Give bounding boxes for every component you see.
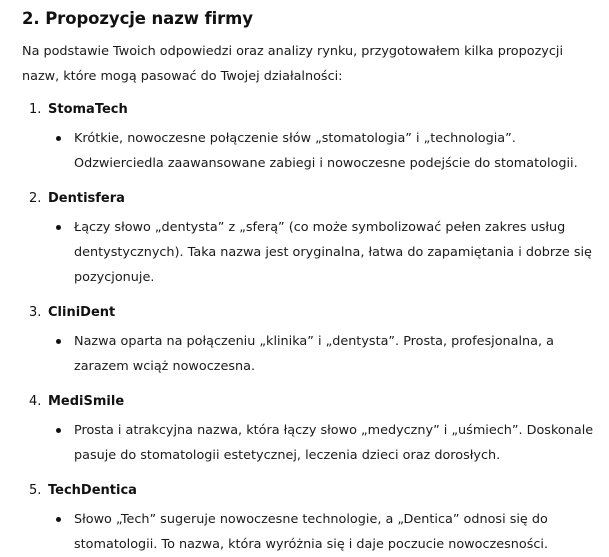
proposal-item xyxy=(22,97,599,176)
proposal-description-item xyxy=(74,126,599,176)
proposal-name: CliniDent xyxy=(48,305,116,320)
section-title: 2. Propozycje nazw firmy xyxy=(22,9,253,28)
proposal-description-item xyxy=(74,418,599,468)
proposal-heading xyxy=(29,478,599,504)
proposal-name: TechDentica xyxy=(48,483,137,498)
proposal-number: 2. xyxy=(29,191,42,206)
proposal-description-item xyxy=(74,507,599,557)
proposal-description: Słowo „Tech” sugeruje nowoczesne technologie, a „Dentica” odnosi się do stomatologii. To nazwa, która wyróżnia się i daje poczucie nowoczesności. xyxy=(74,512,549,552)
proposal-description-item xyxy=(74,329,599,379)
bullet-icon xyxy=(56,225,61,230)
proposal-number: 5. xyxy=(29,483,42,498)
proposal-item xyxy=(22,186,599,290)
proposal-number: 4. xyxy=(29,394,42,409)
proposal-description: Łączy słowo „dentysta” z „sferą” (co może symbolizować pełen zakres usług dentystycznych). Taka nazwa jest oryginalna, łatwa do zapamiętania i dobrze się pozycjonuje. xyxy=(74,220,592,285)
proposal-list xyxy=(22,97,599,557)
proposal-item xyxy=(22,478,599,557)
proposal-heading xyxy=(29,389,599,415)
proposal-description: Krótkie, nowoczesne połączenie słów „stomatologia” i „technologia”. Odzwierciedla zaawansowane zabiegi i nowoczesne podejście do stomatologii. xyxy=(74,131,578,171)
proposal-number: 3. xyxy=(29,305,42,320)
proposal-name: StomaTech xyxy=(48,102,128,117)
proposal-heading xyxy=(29,300,599,326)
bullet-icon xyxy=(56,517,61,522)
proposal-name: MediSmile xyxy=(48,394,125,409)
proposal-heading xyxy=(29,97,599,123)
proposal-heading xyxy=(29,186,599,212)
proposal-description: Prosta i atrakcyjna nazwa, która łączy słowo „medyczny” i „uśmiech”. Doskonale pasuje do stomatologii estetycznej, leczenia dzieci oraz dorosłych. xyxy=(74,423,594,463)
proposal-item xyxy=(22,300,599,379)
proposal-number: 1. xyxy=(29,102,42,117)
proposal-item xyxy=(22,389,599,468)
proposal-name: Dentisfera xyxy=(48,191,125,206)
bullet-icon xyxy=(56,428,61,433)
bullet-icon xyxy=(56,339,61,344)
proposal-description: Nazwa oparta na połączeniu „klinika” i „dentysta”. Prosta, profesjonalna, a zarazem wciąż nowoczesna. xyxy=(74,334,554,374)
proposal-description-item xyxy=(74,215,599,290)
intro-paragraph: Na podstawie Twoich odpowiedzi oraz analizy rynku, przygotowałem kilka propozycji nazw, które mogą pasować do Twojej działalności: xyxy=(22,44,564,84)
bullet-icon xyxy=(56,136,61,141)
